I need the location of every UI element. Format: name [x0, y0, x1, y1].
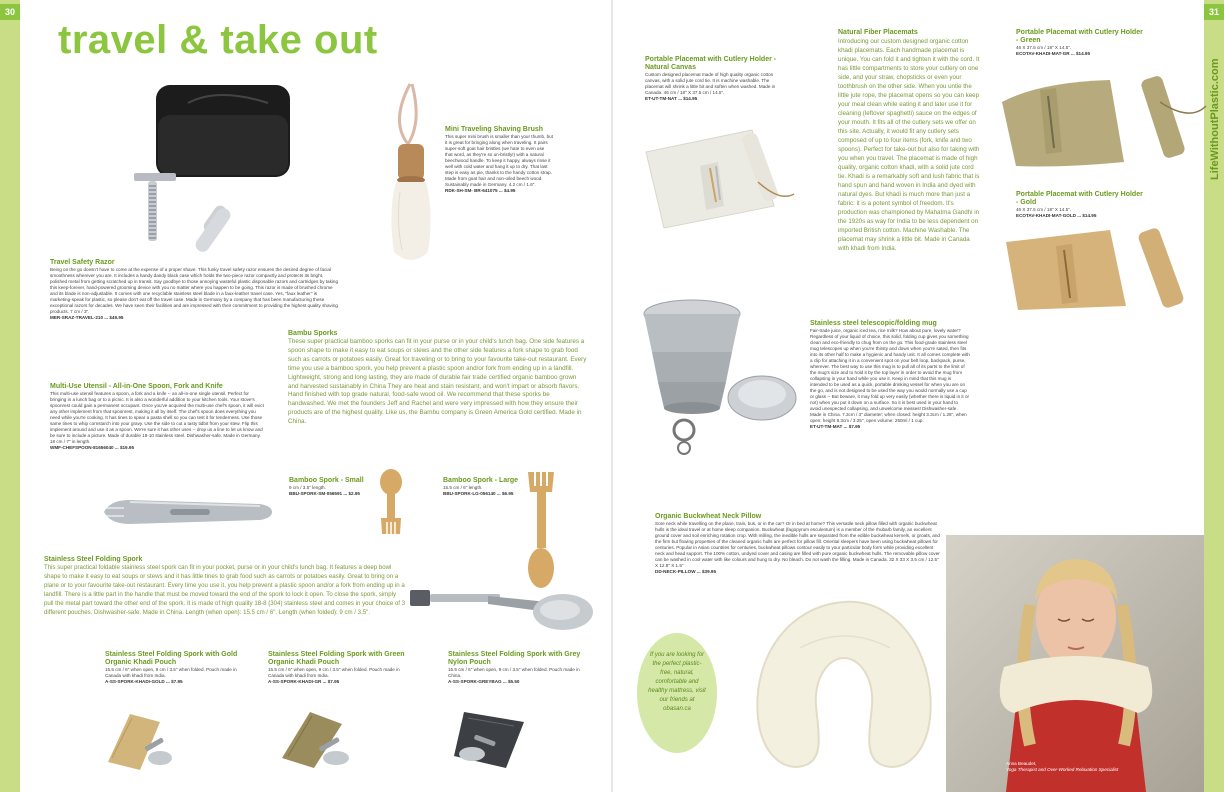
brand-vertical: LifeWithoutPlastic.com [1209, 58, 1221, 180]
product-sku: A-SS-SPORK-KHADI-GOLD ... $7.95 [105, 679, 183, 684]
product-size: 46 X 37.5 cm / 18" X 14.5". [1016, 207, 1072, 212]
product-name: Stainless Steel Folding Spork with Grey Nylon Pouch [448, 651, 581, 666]
product-placemat-green [1016, 29, 1146, 57]
product-sku: DD-NECK-PILLOW ... $39.95 [655, 569, 717, 574]
product-name: Bamboo Spork - Large [443, 477, 519, 484]
product-sku: WMF-CHEFSPOON-81656040 ... $19.95 [50, 445, 134, 450]
steel-folding-spork-image [408, 582, 608, 642]
product-sku: ET-UT-TM-NAT ... $14.95 [645, 96, 698, 101]
product-description: Fair-trade juice, organic iced tea, rice milk? How about pure, lovely water? Regardless of your liquid of choice, this solid, folding cup gives you something clean and eco-friendly to chug from on the go. This food-grade stainless steel mug telescopes up when you're thirsty and down when you're sated, then fits into its other half to make a hygienic and handy unit. It all comes complete with a clip for attaching it in a convenient spot on your belt loop, backpack, purse, wherever. The best way to use this mug is to pull all of its parts to the limit of the mug's size and to hold it by the top layer in order to avoid the mug from collapsing in your hand while you use it. Keep in mind that this mug is intended to be used as a quick, portable drinking vessel for when you are on the go, and is not designed to be used the way you would normally use a cup or glass -- But beware, it may fold up very easily (whether there is liquid in it or not) when you put it down on a surface. So it is best used in your hand to avoid unexpected collapsing, and unwelcome messes! Dishwasher-safe. Made in China. 7.3cm / 3" diameter; when closed: height 3.3cm / 1.25", when open: height 8.3cm / 3.25", open volume: 250ml / 1 cup. [810, 328, 970, 423]
product-size: 15.5 cm / 6" length. [443, 485, 483, 490]
product-description: Custom designed placemat made of high quality organic cotton canvas, with a solid jute cord tie. It is machine washable. The placemat will shrink a little bit and soften when washed. Made in Canada. 46 cm / 18" X 37.5 cm / 14.5". [645, 72, 776, 95]
product-name: Portable Placemat with Cutlery Holder - Gold [1016, 191, 1143, 206]
product-description: Being on the go doesn't have to come at the expense of a proper shave. This funky travel safety razor ensures the desired degree of facial smoothness wherever you are. It includes a handy dandy black case which holds the two-piece razor compactly and protects its bright, polished metal from getting scratched up in transit. Say goodbye to those annoying wasteful plastic disposable razors and cartridges by taking this keep-forever, hand-powered grooming device with you no matter where you happen to be going. This razor is made of brushed chrome and its blade is non-adjustable. It comes with one recyclable stainless steel blade in a faux-leather travel case. Yes, "faux leather" is marketing-speak for plastic, so please don't eat off the travel case. Made in Germany by a company that has been manufacturing these exceptional razors for decades. We have seen their facilities and are impressed with their commitment to providing the highest quality shaving products. 7 cm / 3". [50, 267, 339, 314]
product-sku: ECOTAV-KHADI-MAT-GOLD ... $14.95 [1016, 213, 1097, 218]
product-name: Stainless Steel Folding Spork with Gold Organic Khadi Pouch [105, 651, 238, 666]
photo-credit [1006, 761, 1206, 773]
product-sku: MER-SRAZ-TRAVEL-210 ... $49.95 [50, 315, 124, 320]
product-description: This multi-use utensil features a spoon, a fork and a knife -- an all-in-one single utensil. Perfect for bringing in a lunch bag or to a picnic. It is also a wonderful addition to your kitchen tools. Your stove's spoonrest could gain a permanent occupant. Once you've acquired the multi-use chef's spoon, it will evict any other implement from that spoonrest, making it all by itself. The chef's spoon does everything you need while you're cooking. It has tines to spear a pasta shell so you can test it for tenderness. Use those same tines to whip cornstarch into your gravy. Use the side to cut a tasty tidbit from your stew. Flip this implement around and use it as a spoon. We're sure it has other uses -- drop us a line to let us know and be sure to include a picture. Made of durable 18-10 stainless steel. Dishwasher-safe. Made in Germany. 18 cm / 7" in length. [50, 391, 264, 444]
placemat-gold-image [1000, 222, 1210, 312]
product-description: 15.5 cm / 6" when open, 9 cm / 3.5" when folded. Pouch made in China. [448, 667, 580, 678]
product-name: Stainless Steel Folding Spork [44, 556, 143, 563]
product-travel-razor [50, 259, 340, 321]
product-size: 46 X 37.5 cm / 18" X 14.5". [1016, 45, 1072, 50]
product-description: This super mini brush is smaller than your thumb, but it is great for bringing along when traveling. It pairs super-soft goat hair bristles (we hate to even use that word, as they're so un-bristly!) with a natural beechwood handle. To keep it happy, always rinse it well with cold water and hang it up to dry. That last step is easy as pie, thanks to the handy cotton strap. Made from goat hair and non-oiled beech wood. Sustainably made in Germany. 4.2 cm / 1.6". [445, 134, 553, 187]
shaving-brush-image [382, 82, 442, 272]
multi-use-utensil-image [100, 492, 275, 532]
left-page-edge [0, 0, 20, 792]
product-sku: BBU-SPORK-SM-056591 ... $2.95 [289, 491, 360, 496]
product-description: 15.5 cm / 6" when open, 9 cm / 3.5" when folded. Pouch made in Canada with khadi from India. [105, 667, 237, 678]
page-title: travel & take out [58, 18, 378, 62]
product-pouch-gold [105, 651, 245, 685]
product-pouch-green [268, 651, 408, 685]
product-sku: ECOTAV-KHADI-MAT-GR ... $14.95 [1016, 51, 1091, 56]
product-name: Bambu Sporks [288, 330, 338, 337]
promo-text: If you are looking for the perfect plastic-free, natural, comfortable and healthy mattress, visit our friends at obasan.ca [648, 652, 706, 712]
product-sku: ET-UT-TM-MAT ... $7.95 [810, 424, 861, 429]
product-name: Mini Traveling Shaving Brush [445, 126, 544, 133]
product-name: Stainless steel telescopic/folding mug [810, 320, 937, 327]
model-photo [946, 535, 1204, 792]
product-name: Portable Placemat with Cutlery Holder - Natural Canvas [645, 56, 777, 71]
left-page-number: 30 [0, 4, 20, 20]
product-placemat-gold [1016, 191, 1146, 219]
folding-mug-image [632, 290, 804, 460]
product-name: Organic Buckwheat Neck Pillow [655, 513, 762, 520]
product-name: Multi-Use Utensil - All-in-One Spoon, Fork and Knife [50, 383, 223, 390]
right-page-number: 31 [1204, 4, 1224, 20]
credit-role: Yoga Therapist and Over-Worked Relaxation Specialist [1006, 767, 1119, 772]
product-name: Portable Placemat with Cutlery Holder - Green [1016, 29, 1143, 44]
product-sku: A-SS-SPORK-GREYBAG ... $5.50 [448, 679, 520, 684]
product-name: Bamboo Spork - Small [289, 477, 364, 484]
neck-pillow-image [740, 588, 950, 788]
product-size: 9 cm / 3.5" length. [289, 485, 326, 490]
product-sku: A-SS-SPORK-KHADI-GR ... $7.95 [268, 679, 340, 684]
bamboo-spork-small-image [376, 468, 406, 538]
product-multi-use-utensil [50, 383, 265, 451]
product-natural-fiber-placemats [838, 29, 980, 253]
product-shaving-brush [445, 126, 553, 194]
product-description: These super practical bamboo sporks can fit in your purse or in your child's lunch bag. One side features a spoon shape to make it easy to eat soups or stews and the other side features a fork shape to grab food such as carrots or potatoes easily. Great for traveling or to bring to your favourite take-out restaurant. Every time you use a bamboo spork, you help prevent a plastic spoon and/or fork from ending up in a landfill. Lightweight, strong and long lasting, they are made of durable fair trade certified organic bamboo grown and harvested sustainably in China They are heat and stain resistant, and won't impart or absorb flavors. Hand finished with top grade natural, food-safe wood oil. We recommend that these sporks be handwashed. We met the founders Jeff and Rachel and were very impressed with how they ensure their products are of the highest quality. Like us, the Bambu company is Green America Gold certified. Made in China. [288, 338, 587, 426]
product-description: Sore neck while travelling on the plane, train, bus, or in the car? Or in bed at home? This versatile neck pillow filled with organic buckwheat hulls is the ideal travel or at home sleep companion. Buckwheat (fagopyrum esculentum) is a member of the rhubarb family, an excellent ground cover and soil enriching rotation crop. With milling, the inedible hulls are separated from the edible buckwheat kernels, or groats, and the firm but flowing properties of the cleaned organic hulls are perfect for pillow fill. Oriental sleepers have been using buckwheat pillows for centuries. Popular in Asian countries for centuries, buckwheat pillows contour easily to your particular body form while providing excellent neck and head support. The 100% cotton, undyed cover and casing are filled with pure organic buckwheat hulls. The removable pillow cover can be washed in cool water with like colours and hung to dry. No bleach. Do not wash the filling. Made in Canada. 32 X 33 X 3.5 cm / 12.5" X 12.8" X 1.5" [655, 521, 940, 568]
product-bambu-sporks [288, 330, 588, 427]
travel-razor-image [118, 85, 298, 265]
product-name: Stainless Steel Folding Spork with Green Organic Khadi Pouch [268, 651, 405, 666]
product-description: This super practical foldable stainless steel spork can fit in your pocket, purse or in your child's lunch bag. It features a deep bowl shape to make it easy to eat soups or stews and it has little tines to grab food such as carrots or potatoes easily. Great to bring on a plane or to your favourite take-out restaurant. Every time you use it, you help prevent a plastic spoon and/or a fork from ending up in a landfill. There is a little part in the handle that must be moved toward the end of the spork to lock it open. To close the spork, simply pull the metal part toward the other end of the spork. It is made of high quality 18-8 (304) stainless steel and comes in your choice of 3 different pouches. Dishwasher-safe. Made in China. Length (when open): 15.5 cm / 6". Length (when folded): 9 cm / 3.5". [44, 564, 406, 616]
product-description: Introducing our custom designed organic cotton khadi placemats. Each handmade placemat is unique. You can fold it and tighten it with the cord. It has little compartments to store your cutlery on one side, and your straw, chopsticks or even your toothbrush on the other side. When you untie the little jute rope, the placemat opens so you can keep your meal clean while eating it and later use it for cleaning (leftover spaghetti) sauce on the edges of your mouth. It fits all of the cutlery sets we offer on this site. Actually, it would fit any cutlery sets composed of up to four items (fork, knife and two spoons). Perfect for take-out but also for taking with you when you travel. The placemat is made of high quality, organic cotton khadi, with a solid jute cord tie. Khadi is a remarkably soft and lush fabric that is hand spun and hand woven in India and dyed with natural dyes. But khadi is much more than just a fabric: it is a potent symbol of freedom. It's production was championed by Mahatma Gandhi in the 1920s as way for India to be less dependent on imported British cotton. Machine Washable. The placemat may shrink a little bit. Made in Canada with khadi from India. [838, 38, 980, 252]
product-bamboo-spork-small [289, 477, 379, 497]
product-bamboo-spork-large [443, 477, 533, 497]
page-spine [611, 0, 613, 792]
product-description: 15.5 cm / 6" when open, 9 cm / 3.5" when folded. Pouch made in Canada with khadi from India. [268, 667, 400, 678]
pouch-gold-image [100, 702, 190, 772]
product-folding-mug [810, 320, 970, 430]
placemat-natural-image [640, 122, 800, 232]
promo-bubble [637, 633, 717, 753]
product-steel-folding-spork [44, 556, 406, 617]
product-pouch-grey [448, 651, 588, 685]
product-neck-pillow [655, 513, 942, 575]
placemat-green-image [1000, 62, 1210, 174]
pouch-green-image [272, 702, 372, 772]
credit-name: Anna Beaudet, [1006, 761, 1037, 766]
product-sku: BBU-SPORK-LG-056140 ... $6.95 [443, 491, 514, 496]
pouch-grey-image [444, 702, 544, 772]
product-name: Natural Fiber Placemats [838, 29, 918, 36]
product-sku: RDK-SH-SM- BR-641075 ... $4.95 [445, 188, 516, 193]
product-placemat-natural [645, 56, 785, 102]
product-name: Travel Safety Razor [50, 259, 115, 266]
